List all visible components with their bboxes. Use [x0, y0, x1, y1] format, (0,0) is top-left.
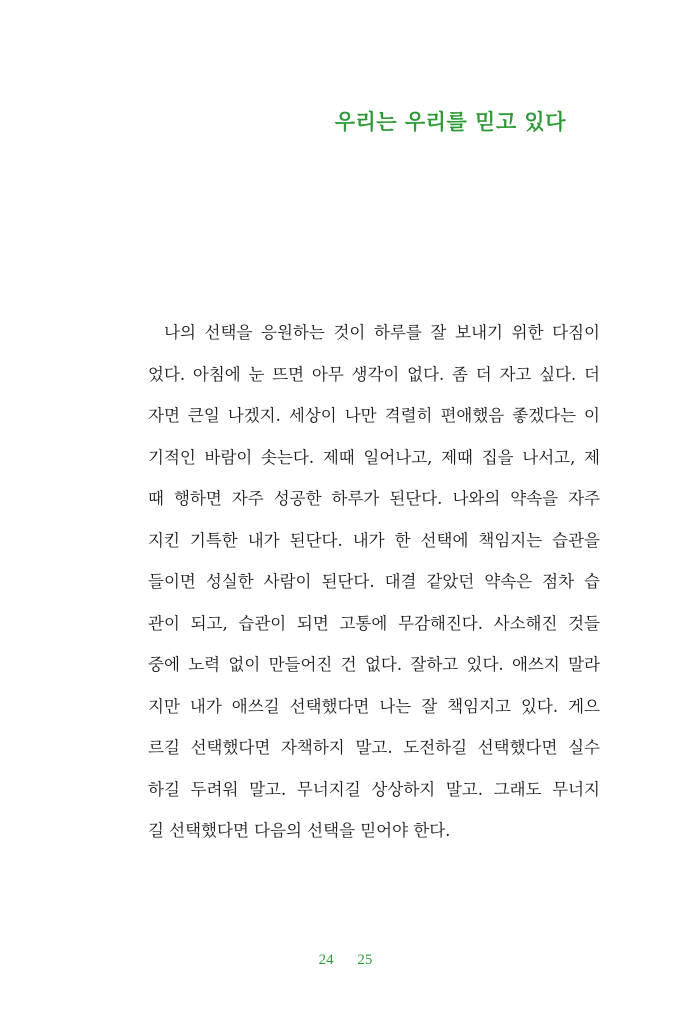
- body-line: 지킨 기특한 내가 된단다. 내가 한 선택에 책임지는 습관을: [148, 530, 600, 550]
- body-line: 들이면 성실한 사람이 된단다. 대결 같았던 약속은 점차 습: [148, 572, 600, 591]
- body-line: 길 선택했다면 다음의 선택을 믿어야 한다.: [148, 821, 451, 840]
- body-line: 하길 두려워 말고. 무너지길 상상하지 말고. 그래도 무너지: [148, 779, 600, 799]
- body-line: 지만 내가 애쓰길 선택했다면 나는 잘 책임지고 있다. 게으: [148, 696, 600, 716]
- body-line: 르길 선택했다면 자책하지 말고. 도전하길 선택했다면 실수: [148, 738, 600, 757]
- body-line: 중에 노력 없이 만들어진 건 없다. 잘하고 있다. 애쓰지 말라: [148, 655, 600, 674]
- page-number-left: 24: [318, 952, 334, 968]
- body-line: 기적인 바람이 솟는다. 제때 일어나고, 제때 집을 나서고, 제: [148, 447, 600, 467]
- body-line: 었다. 아침에 눈 뜨면 아무 생각이 없다. 좀 더 자고 싶다. 더: [148, 364, 600, 384]
- body-text: [148, 312, 600, 852]
- page-numbers: [0, 952, 691, 969]
- body-line: 나의 선택을 응원하는 것이 하루를 잘 보내기 위한 다짐이: [164, 323, 600, 342]
- page-number-right: 25: [357, 952, 373, 968]
- body-line: 자면 큰일 나겠지. 세상이 나만 격렬히 편애했음 좋겠다는 이: [148, 406, 600, 425]
- body-line: 때 행하면 자주 성공한 하루가 된단다. 나와의 약속을 자주: [148, 489, 600, 508]
- body-line: 관이 되고, 습관이 되면 고통에 무감해진다. 사소해진 것들: [148, 613, 600, 633]
- chapter-title: 우리는 우리를 믿고 있다: [334, 109, 566, 134]
